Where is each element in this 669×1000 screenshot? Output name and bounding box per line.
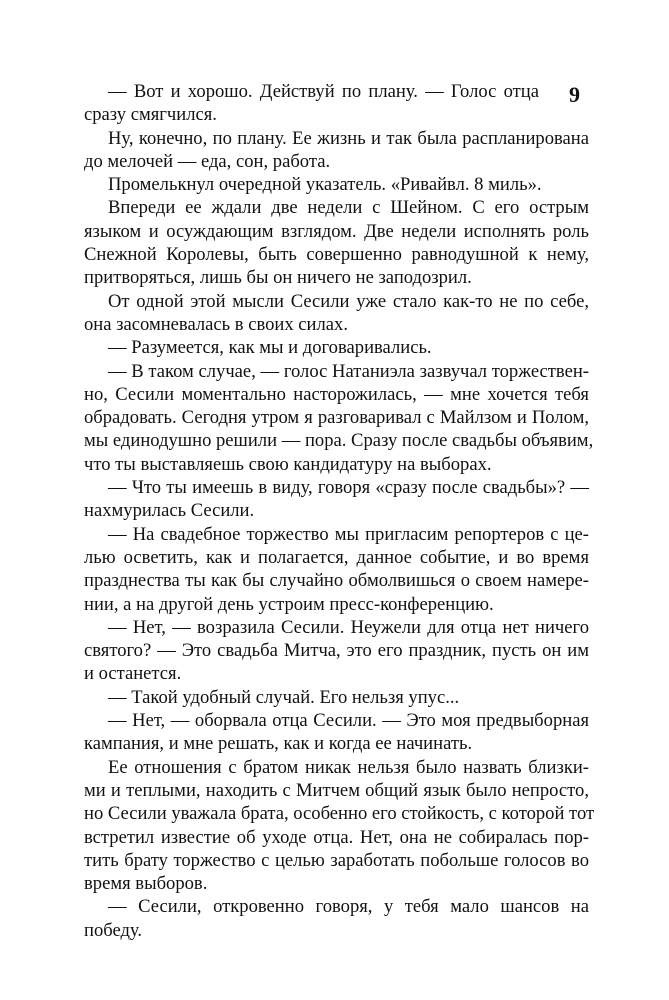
text-line: Ну, конечно, по плану. Ее жизнь и так была распланирована <box>108 127 589 149</box>
paragraph <box>84 523 589 616</box>
paragraph <box>84 80 589 127</box>
text-line: кампания, и мне решать, как и когда ее начинать. <box>84 733 473 755</box>
text-line: время выборов. <box>84 873 208 895</box>
text-line: встретил известие об уходе отца. Нет, она не собиралась пор- <box>84 826 589 848</box>
text-line: святого? — Это свадьба Митча, это его праздник, пусть он им <box>84 640 589 662</box>
text-line: тить брату торжество с целью заработать побольше голосов во <box>84 849 589 871</box>
text-line: она засомневалась в своих силах. <box>84 313 348 335</box>
paragraph <box>84 616 589 686</box>
text-line: до мелочей — еда, сон, работа. <box>84 150 331 172</box>
text-line: — Такой удобный случай. Его нельзя упус... <box>108 686 460 708</box>
text-line: ми и теплыми, находить с Митчем общий язык было непросто, <box>84 779 589 801</box>
text-line: сразу смягчился. <box>84 104 217 126</box>
text-line: — Что ты имеешь в виду, говоря «сразу после свадьбы»? — <box>108 477 589 499</box>
paragraph <box>84 895 589 942</box>
paragraph <box>84 756 595 896</box>
text-line: и останется. <box>84 663 182 685</box>
text-line: притворяться, лишь бы он ничего не заподозрил. <box>84 267 472 289</box>
text-line: нии, а на другой день устроим пресс-конференцию. <box>84 593 494 615</box>
paragraph <box>84 196 589 289</box>
text-line: нахмурилась Сесили. <box>84 500 255 522</box>
text-line: — На свадебное торжество мы пригласим репортеров с це- <box>108 523 589 545</box>
text-line: но, Сесили моментально насторожилась, — мне хочется тебя <box>84 383 589 405</box>
text-line: Ее отношения с братом никак нельзя было назвать близки- <box>108 756 589 778</box>
text-line: мы единодушно решили — пора. Сразу после свадьбы объявим, <box>84 430 594 452</box>
text-line: обрадовать. Сегодня утром я разговаривал с Майлзом и Полом, <box>84 407 589 429</box>
paragraph <box>84 290 589 337</box>
paragraph <box>84 173 589 196</box>
text-line: Промелькнул очередной указатель. «Ривайвл. 8 миль». <box>108 174 542 196</box>
text-line: — Нет, — оборвала отца Сесили. — Это моя предвыборная <box>108 710 589 732</box>
text-line: лью осветить, как и полагается, данное событие, и во время <box>84 546 589 568</box>
paragraph <box>84 360 594 476</box>
paragraph <box>84 686 589 709</box>
text-line: Впереди ее ждали две недели с Шейном. С его острым <box>108 197 589 219</box>
text-line: — Сесили, откровенно говоря, у тебя мало шансов на <box>108 896 589 918</box>
text-line: что ты выставляешь свою кандидатуру на выборах. <box>84 453 492 475</box>
paragraph <box>84 709 589 756</box>
text-line: От одной этой мысли Сесили уже стало как-то не по себе, <box>108 290 589 312</box>
text-line: — В таком случае, — голос Натаниэла зазвучал торжествен- <box>108 360 589 382</box>
text-line: но Сесили уважала брата, особенно его стойкость, с которой тот <box>84 803 595 825</box>
page-number: 9 <box>569 82 580 107</box>
paragraph <box>84 476 589 523</box>
paragraph <box>84 127 589 174</box>
text-line: языком и осуждающим взглядом. Две недели исполнять роль <box>84 220 589 242</box>
text-line: Снежной Королевы, быть совершенно равнодушной к нему, <box>84 244 589 266</box>
text-line: — Вот и хорошо. Действуй по плану. — Голос отца <box>108 81 539 102</box>
text-line: — Разумеется, как мы и договаривались. <box>108 337 432 359</box>
paragraph <box>84 336 589 359</box>
text-line: — Нет, — возразила Сесили. Неужели для отца нет ничего <box>108 616 589 638</box>
text-line: празднества ты как бы случайно обмолвишься о своем намере- <box>84 570 589 592</box>
page-text <box>84 80 595 942</box>
text-line: победу. <box>84 919 143 941</box>
